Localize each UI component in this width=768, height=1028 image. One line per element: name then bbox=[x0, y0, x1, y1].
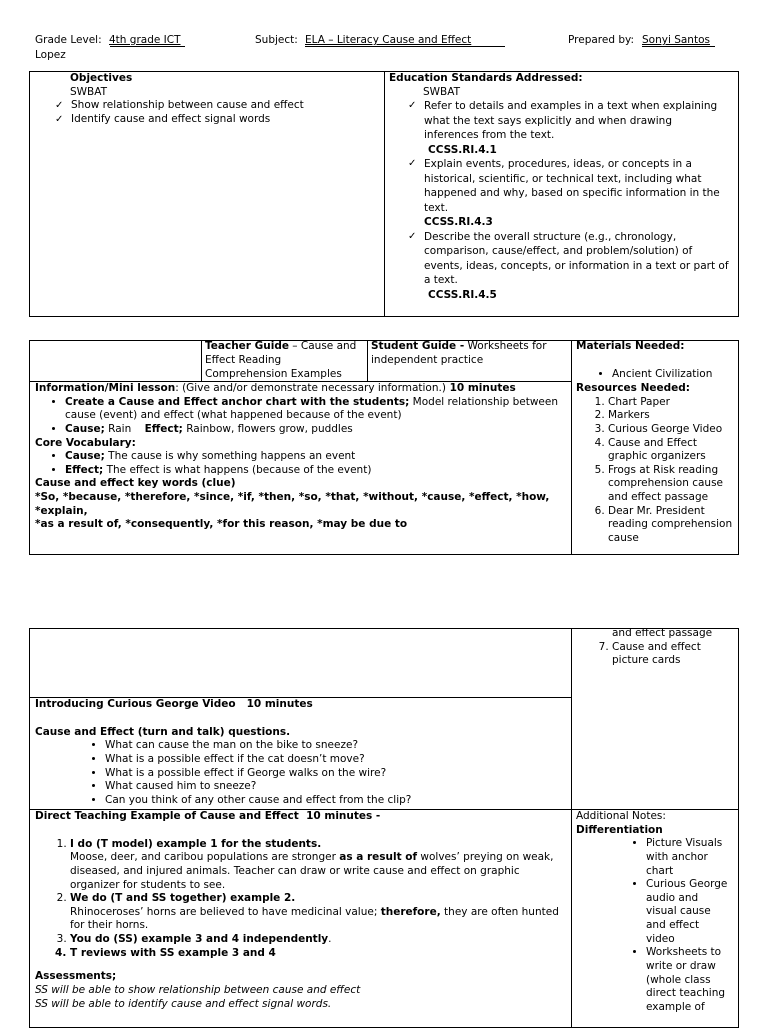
notes-cell bbox=[576, 810, 736, 1015]
questions-list bbox=[35, 739, 569, 807]
standard-item: ✓ Refer to details and examples in a text when explaining what the text says explicitly and when drawing inferences from the text. CCSS.RI.4.1 bbox=[406, 99, 729, 157]
direct-heading: Direct Teaching Example of Cause and Effect 10 minutes - bbox=[35, 810, 381, 822]
resource-item: 2. Markers bbox=[608, 409, 736, 423]
objectives-cell bbox=[35, 72, 380, 127]
differentiation-list bbox=[576, 837, 736, 1014]
vocab-item: • Effect; The effect is what happens (because of the event) bbox=[65, 464, 569, 478]
standards-list bbox=[389, 99, 729, 302]
grade-value: 4th grade ICT bbox=[109, 34, 181, 46]
vocab-heading: Core Vocabulary: bbox=[35, 436, 136, 449]
assessment-item: SS will be able to show relationship between cause and effect bbox=[35, 984, 361, 997]
prepared-value: Sonyi Santos bbox=[642, 34, 710, 46]
resource-item: 6. Dear Mr. President reading comprehension cause bbox=[608, 505, 736, 546]
document-header bbox=[35, 34, 735, 66]
subject-underline bbox=[305, 34, 505, 47]
objectives-list bbox=[35, 99, 380, 126]
standards-swbat: SWBAT bbox=[423, 85, 461, 98]
question-item: • What is a possible effect if George walks on the wire? bbox=[105, 767, 569, 781]
resources-heading: Resources Needed: bbox=[576, 382, 690, 394]
standard-item: ✓ Explain events, procedures, ideas, or concepts in a historical, scientific, or technical text, including what happened and why, based on specific information in the text. CCSS.RI.4.3 bbox=[406, 157, 729, 229]
notes-heading: Additional Notes: bbox=[576, 810, 666, 822]
teacher-guide-label: Teacher Guide bbox=[205, 340, 289, 352]
materials-cell bbox=[576, 340, 736, 381]
vocab-list bbox=[35, 450, 569, 477]
direct-teaching-cell bbox=[35, 810, 569, 1011]
grade-underline bbox=[110, 34, 185, 47]
table-divider bbox=[384, 71, 385, 317]
standards-cell bbox=[389, 72, 729, 302]
keywords-line: *as a result of, *consequently, *for this reason, *may be due to bbox=[35, 518, 408, 531]
standard-code: CCSS.RI.4.1 bbox=[428, 143, 497, 156]
materials-list bbox=[576, 368, 736, 382]
subject-value: ELA – Literacy Cause and Effect bbox=[305, 34, 472, 46]
subject-label: Subject: bbox=[255, 34, 298, 46]
resources-cell bbox=[576, 382, 736, 546]
col-divider bbox=[201, 340, 202, 381]
mini-lesson-item: • Cause; Rain Effect; Rainbow, flowers grow, puddles bbox=[65, 423, 569, 437]
differentiation-item: • Curious George audio and visual cause and effect video bbox=[646, 878, 728, 946]
student-guide-label: Student Guide - bbox=[371, 340, 465, 352]
differentiation-item: • Picture Visuals with anchor chart bbox=[646, 837, 728, 878]
standard-code: CCSS.RI.4.3 bbox=[424, 216, 493, 229]
teacher-guide-cell bbox=[205, 340, 365, 382]
standards-title: Education Standards Addressed: bbox=[389, 72, 583, 84]
objective-item: ✓ Show relationship between cause and effect bbox=[53, 99, 380, 113]
direct-step: 2. We do (T and SS together) example 2. Rhinoceroses’ horns are believed to have medicinal value; therefore, they are often hunted for their horns. bbox=[70, 892, 569, 933]
col-divider bbox=[571, 340, 572, 555]
resource-item-cont: and effect passage bbox=[612, 627, 713, 639]
resources-list-cont bbox=[576, 641, 736, 668]
direct-step: 3. You do (SS) example 3 and 4 independently. bbox=[70, 933, 569, 947]
mini-lesson-list bbox=[35, 396, 569, 437]
keywords-line: *So, *because, *therefore, *since, *if, *then, *so, *that, *without, *cause, *effect, *how, *explain, bbox=[35, 491, 550, 517]
questions-heading: Cause and Effect (turn and talk) questions. bbox=[35, 725, 291, 738]
direct-step: 1. I do (T model) example 1 for the students. Moose, deer, and caribou populations are stronger as a result of wolves’ preying on weak, diseased, and injured animals. Teacher can draw or write cause and effect on graphic organizer for students to see. bbox=[70, 838, 569, 893]
video-heading: Introducing Curious George Video 10 minutes bbox=[35, 698, 313, 710]
question-item: • What can cause the man on the bike to sneeze? bbox=[105, 739, 569, 753]
student-guide-cell bbox=[371, 340, 567, 368]
mini-lesson-cell bbox=[35, 382, 569, 532]
col-divider bbox=[571, 628, 572, 1028]
mini-lesson-heading: Information/Mini lesson: (Give and/or demonstrate necessary information.) 10 minutes bbox=[35, 382, 516, 394]
materials-label: Materials Needed: bbox=[576, 340, 685, 352]
standard-code: CCSS.RI.4.5 bbox=[428, 288, 497, 301]
resources-list bbox=[576, 396, 736, 546]
video-cell bbox=[35, 698, 569, 807]
objective-item: ✓ Identify cause and effect signal words bbox=[53, 113, 380, 127]
differentiation-item: • Worksheets to write or draw (whole class direct teaching example of bbox=[646, 946, 728, 1014]
prepared-value-cont: Lopez bbox=[35, 49, 66, 61]
objectives-title: Objectives bbox=[70, 72, 133, 84]
keywords-heading: Cause and effect key words (clue) bbox=[35, 477, 236, 490]
direct-steps bbox=[35, 838, 569, 961]
col-divider bbox=[367, 340, 368, 381]
teacher-guide-text: – Cause and Effect Reading Comprehension Examples bbox=[205, 340, 357, 380]
direct-step: 4. T reviews with SS example 3 and 4 bbox=[70, 947, 569, 961]
differentiation-heading: Differentiation bbox=[576, 823, 663, 836]
resources-continued bbox=[576, 627, 736, 668]
resource-item: 3. Curious George Video bbox=[608, 423, 736, 437]
assessments-heading: Assessments; bbox=[35, 970, 117, 983]
student-guide-text: Worksheets for independent practice bbox=[371, 340, 547, 366]
question-item: • What caused him to sneeze? bbox=[105, 780, 569, 794]
assessment-item: SS will be able to identify cause and effect signal words. bbox=[35, 997, 332, 1010]
question-item: • Can you think of any other cause and effect from the clip? bbox=[105, 794, 569, 808]
standard-item: ✓ Describe the overall structure (e.g., chronology, comparison, cause/effect, and problem/solution) of events, ideas, concepts, or information in a text or part of a text. CCSS.RI.4.5 bbox=[406, 230, 729, 302]
grade-label: Grade Level: bbox=[35, 34, 102, 46]
materials-item: • Ancient Civilization bbox=[612, 368, 736, 382]
resource-item: 7. Cause and effect picture cards bbox=[612, 641, 736, 668]
resource-item: 1. Chart Paper bbox=[608, 396, 736, 410]
mini-lesson-item: • Create a Cause and Effect anchor chart with the students; Model relationship between cause (event) and effect (what happened because of the event) bbox=[65, 396, 569, 423]
prepared-underline bbox=[642, 34, 715, 47]
vocab-item: • Cause; The cause is why something happens an event bbox=[65, 450, 569, 464]
question-item: • What is a possible effect if the cat doesn’t move? bbox=[105, 753, 569, 767]
prepared-label: Prepared by: bbox=[568, 34, 634, 46]
objectives-swbat: SWBAT bbox=[70, 85, 108, 98]
resource-item: 4. Cause and Effect graphic organizers bbox=[608, 437, 736, 464]
resource-item: 5. Frogs at Risk reading comprehension cause and effect passage bbox=[608, 464, 736, 505]
